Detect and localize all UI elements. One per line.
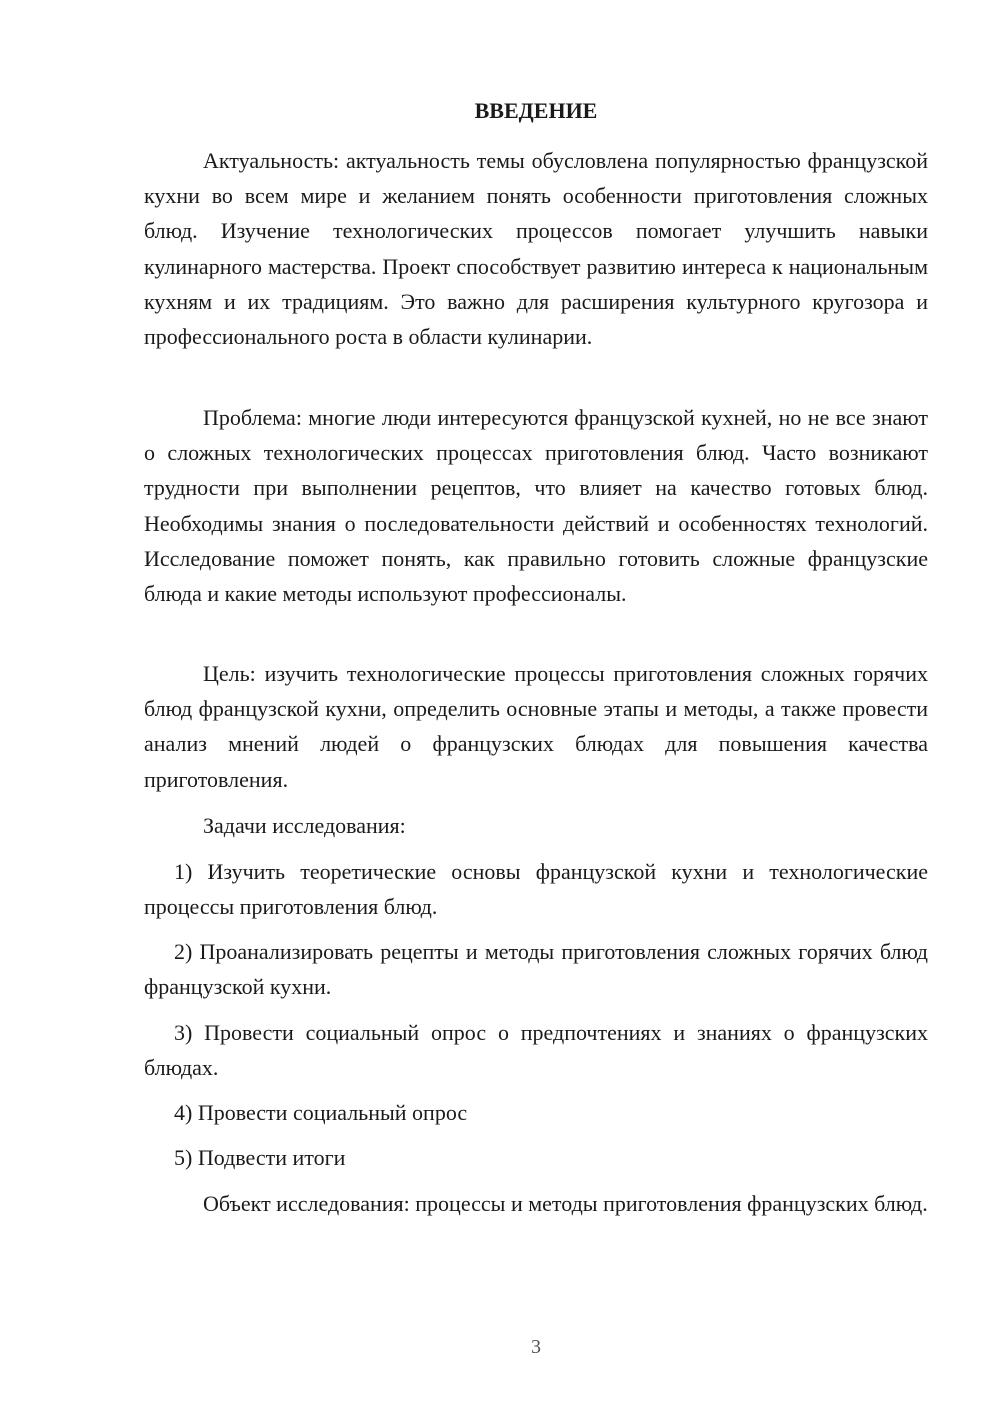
task-item-2: 2) Проанализировать рецепты и методы приготовления сложных горячих блюд французской кухни. — [144, 939, 928, 1000]
task-item-3: 3) Провести социальный опрос о предпочтениях и знаниях о французских блюдах. — [144, 1020, 928, 1081]
tasks-heading: Задачи исследования: — [203, 813, 406, 838]
page-number: 3 — [531, 1336, 541, 1358]
task-item-4: 4) Провести социальный опрос — [174, 1100, 468, 1125]
goal-paragraph: Цель: изучить технологические процессы приготовления сложных горячих блюд французской кухни, определить основные этапы и методы, а также провести анализ мнений людей о французских блюдах для повышения качества приготовления. — [144, 661, 928, 792]
object-paragraph: Объект исследования: процессы и методы приготовления французских блюд. — [203, 1191, 928, 1216]
task-item-1: 1) Изучить теоретические основы французской кухни и технологические процессы приготовления блюд. — [144, 859, 928, 920]
relevance-paragraph: Актуальность: актуальность темы обусловлена популярностью французской кухни во всем мире и желанием понять особенности приготовления сложных блюд. Изучение технологических процессов помогает улучшить навыки кулинарного мастерства. Проект способствует развитию интереса к национальным кухням и их традициям. Это важно для расширения культурного кругозора и профессионального роста в области кулинарии. — [144, 148, 928, 350]
problem-paragraph: Проблема: многие люди интересуются французской кухней, но не все знают о сложных технологических процессах приготовления блюд. Часто возникают трудности при выполнении рецептов, что влияет на качество готовых блюд. Необходимы знания о последовательности действий и особенностях технологий. Исследование поможет понять, как правильно готовить сложные французские блюда и какие методы используют профессионалы. — [144, 405, 928, 607]
page-title: ВВЕДЕНИЕ — [474, 98, 598, 123]
document-page — [144, 0, 928, 1414]
task-item-5: 5) Подвести итоги — [174, 1145, 346, 1170]
